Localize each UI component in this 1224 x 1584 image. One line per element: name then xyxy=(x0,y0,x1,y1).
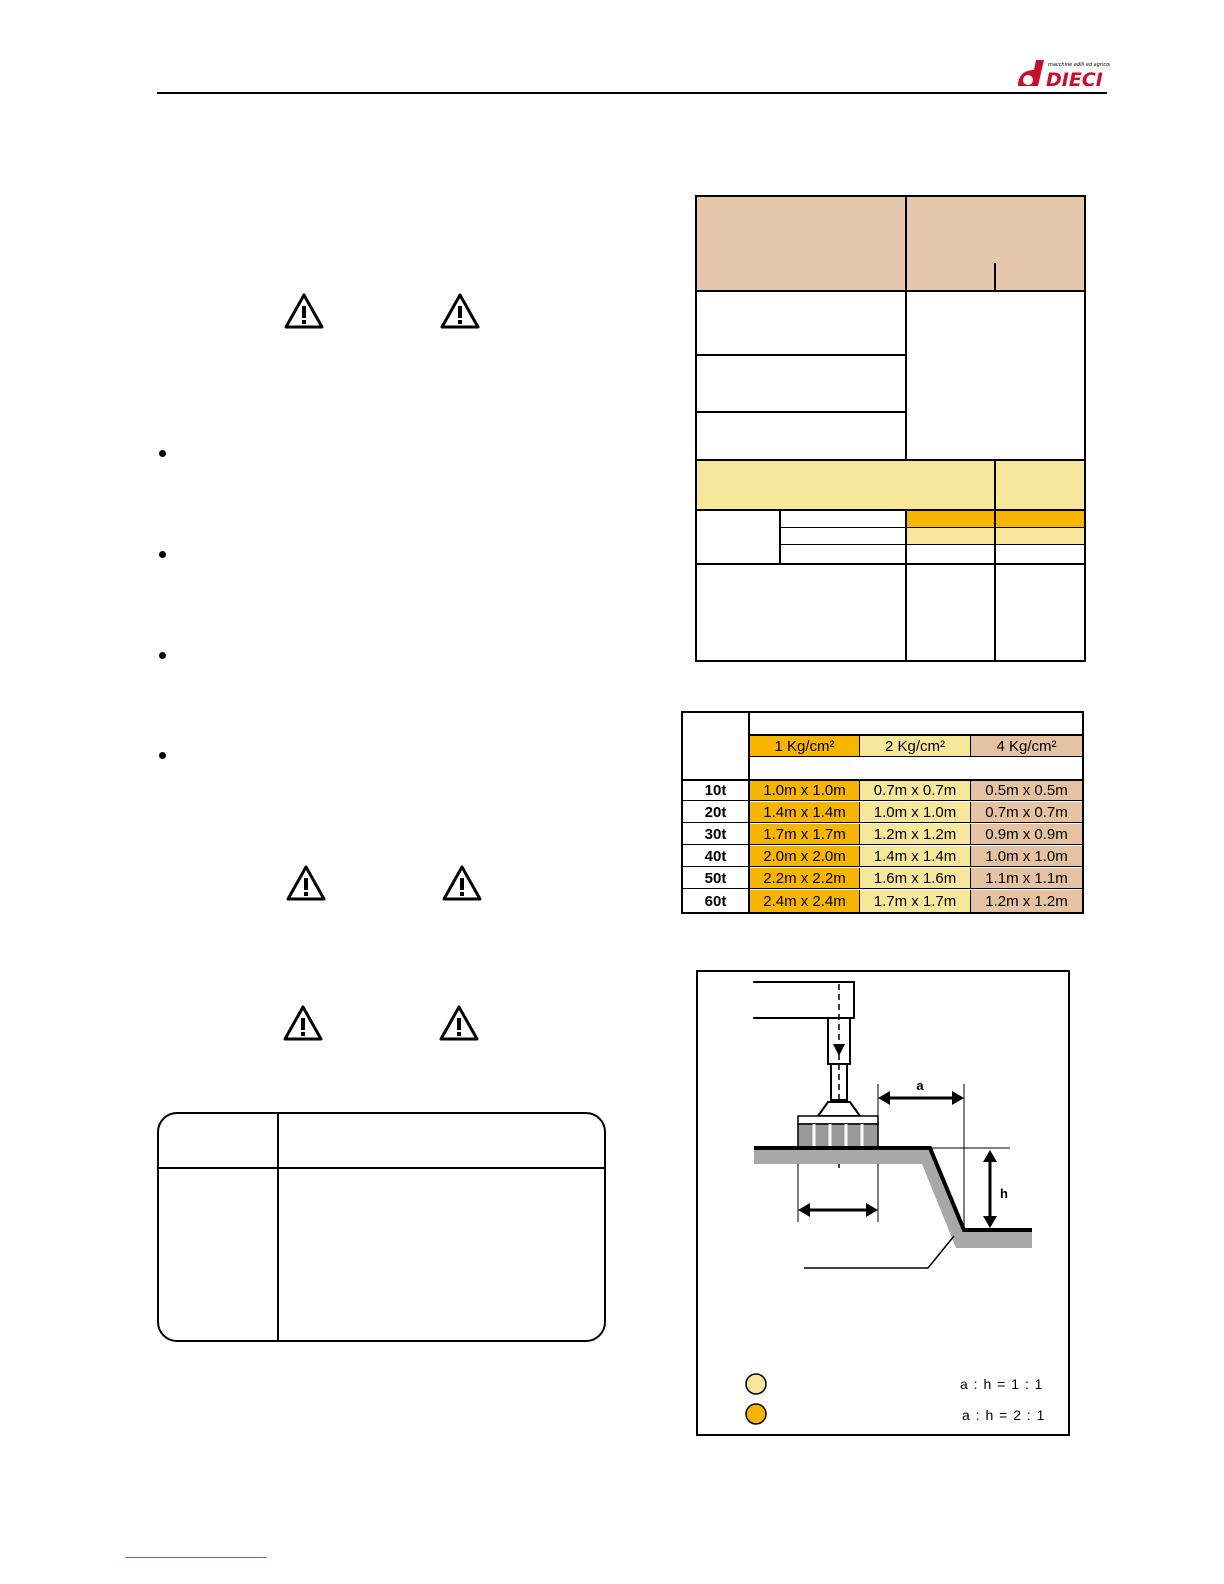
table-cell: 2.2m x 2.2m xyxy=(750,868,860,889)
warning-icon xyxy=(438,1004,480,1042)
soil-table-yellow-cell xyxy=(907,528,994,544)
row-label: 40t xyxy=(683,846,748,867)
row-label: 30t xyxy=(683,824,748,845)
row-label: 50t xyxy=(683,868,748,889)
soil-table-header xyxy=(697,197,1084,292)
table-cell: 1.6m x 1.6m xyxy=(860,868,971,889)
table-cell: 1.1m x 1.1m xyxy=(971,868,1082,889)
row-label: 60t xyxy=(704,892,727,910)
table-cell: 1.0m x 1.0m xyxy=(750,781,860,801)
soil-table-divider xyxy=(994,459,996,660)
row-label: 10t xyxy=(683,781,748,801)
rounded-info-box xyxy=(157,1112,606,1342)
soil-table-orange-cell xyxy=(996,511,1084,527)
leader-line xyxy=(804,1236,954,1268)
soil-table-divider xyxy=(905,197,907,660)
table-cell: 1.4m x 1.4m xyxy=(860,846,971,867)
table-cell: 0.7m x 0.7m xyxy=(971,802,1082,823)
footer-link[interactable] xyxy=(125,1557,267,1558)
legend-swatch-orange xyxy=(746,1404,766,1424)
soil-table-rule xyxy=(697,354,906,356)
logo-wordmark: DIECI xyxy=(1046,69,1103,90)
bullet-point xyxy=(159,652,166,659)
warning-icon xyxy=(285,864,327,902)
support-mat xyxy=(798,1124,878,1148)
logo-tagline: macchine edili ed agricole xyxy=(1048,62,1110,68)
table-cell: 1.2m x 1.2m xyxy=(860,824,971,845)
outrigger-foot xyxy=(818,1102,860,1116)
table-cell: 2.4m x 2.4m xyxy=(750,890,860,912)
table-cell: 0.5m x 0.5m xyxy=(971,781,1082,801)
table-cell: 0.7m x 0.7m xyxy=(860,781,971,801)
bullet-point xyxy=(159,450,166,457)
dimension-h-label: h xyxy=(1000,1186,1008,1201)
table-cell: 0.9m x 0.9m xyxy=(971,824,1082,845)
header-rule xyxy=(157,92,1107,94)
table-cell: 1.0m x 1.0m xyxy=(971,846,1082,867)
column-header: 1 Kg/cm² xyxy=(750,736,860,756)
table-cell: 1.7m x 1.7m xyxy=(860,890,971,912)
table-cell: 1.0m x 1.0m xyxy=(860,802,971,823)
soil-table-orange-cell xyxy=(907,511,994,527)
column-header: 2 Kg/cm² xyxy=(860,736,971,756)
bullet-point xyxy=(159,551,166,558)
legend-ratio-2: a : h = 2 : 1 xyxy=(962,1407,1046,1423)
soil-table-rule xyxy=(697,411,906,413)
soil-table-yellow-row xyxy=(697,459,1084,511)
table-cell: 1.2m x 1.2m xyxy=(971,890,1082,912)
table-cell: 1.7m x 1.7m xyxy=(750,824,860,845)
soil-table-rule xyxy=(697,563,1084,565)
warning-icon xyxy=(439,292,481,330)
dimension-a-label: a xyxy=(916,1078,924,1093)
footprint-table xyxy=(681,711,1084,914)
outrigger-slope-diagram xyxy=(696,970,1070,1436)
table-cell: 2.0m x 2.0m xyxy=(750,846,860,867)
warning-icon xyxy=(282,1004,324,1042)
soil-table-divider xyxy=(994,263,996,290)
soil-table xyxy=(695,195,1086,662)
warning-icon xyxy=(283,292,325,330)
legend-ratio-1: a : h = 1 : 1 xyxy=(960,1376,1044,1392)
table-cell: 1.4m x 1.4m xyxy=(750,802,860,823)
dieci-logo xyxy=(1016,56,1110,90)
row-label: 20t xyxy=(683,802,748,823)
bullet-point xyxy=(159,752,166,759)
soil-table-yellow-cell xyxy=(996,528,1084,544)
column-header: 4 Kg/cm² xyxy=(971,736,1082,756)
legend-swatch-light xyxy=(746,1374,766,1394)
warning-icon xyxy=(441,864,483,902)
